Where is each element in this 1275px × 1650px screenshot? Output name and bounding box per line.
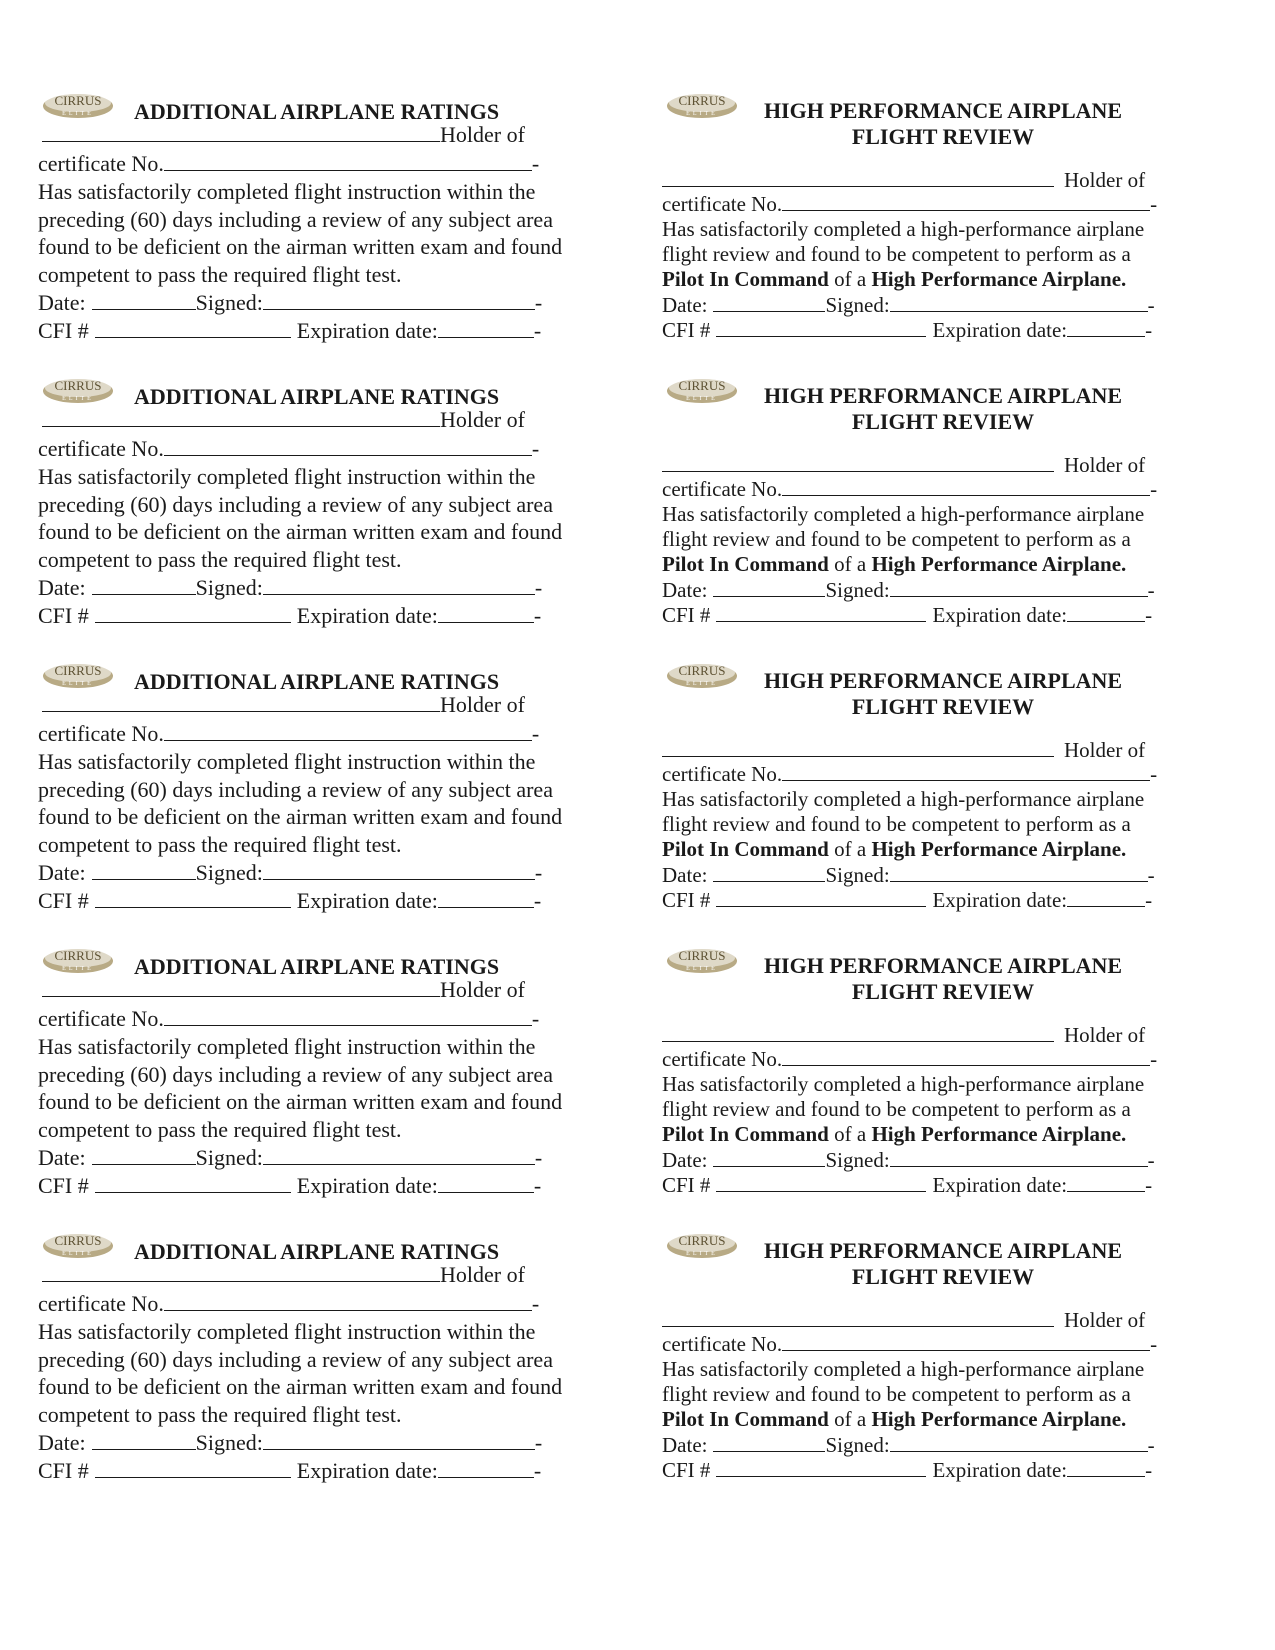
expiration-label: Expiration date: (296, 603, 438, 628)
cfi-row (662, 886, 1152, 913)
certificate-label: certificate No. (38, 721, 164, 746)
date-signed-row (662, 291, 1155, 318)
body-line-3 (662, 551, 1126, 577)
dash: - (533, 1458, 542, 1483)
hpa-bold: High Performance Airplane. (871, 837, 1127, 861)
cfi-row (662, 1456, 1152, 1483)
dash: - (1150, 762, 1158, 786)
dash: - (1145, 888, 1153, 912)
body-line-3 (662, 266, 1126, 292)
expiration-date-field[interactable] (1067, 316, 1145, 337)
expiration-label: Expiration date: (932, 1173, 1068, 1197)
cfi-row (662, 601, 1152, 628)
body-line-3: found to be deficient on the airman written exam and found (38, 519, 563, 544)
logo-text: CIRRUS (678, 378, 726, 393)
certificate-number-field[interactable] (164, 1005, 532, 1026)
dash: - (1145, 603, 1153, 627)
body-line-3: found to be deficient on the airman written exam and found (38, 234, 563, 259)
holder-name-field[interactable] (662, 451, 1054, 472)
certificate-row (38, 150, 539, 178)
dash: - (531, 1291, 540, 1316)
cfi-row (38, 602, 541, 630)
logo-subtext: ELITE (62, 966, 94, 972)
additional-ratings-card (38, 90, 578, 375)
holder-name-field[interactable] (42, 406, 440, 427)
cirrus-elite-logo (42, 90, 114, 122)
dash: - (1147, 293, 1155, 317)
date-label: Date: (662, 1433, 708, 1457)
holder-row (38, 976, 525, 1004)
body-line-4: competent to pass the required flight test. (38, 547, 402, 572)
cfi-number-field[interactable] (716, 1456, 926, 1477)
holder-of-label: Holder of (440, 122, 525, 147)
title-line-1: HIGH PERFORMANCE AIRPLANE (763, 1238, 1123, 1263)
logo-text: CIRRUS (678, 93, 726, 108)
date-signed-row (662, 1431, 1155, 1458)
left-column (38, 90, 578, 1515)
logo-subtext: ELITE (62, 396, 94, 402)
cirrus-elite-logo (42, 945, 114, 977)
signature-field[interactable] (263, 1144, 535, 1165)
body-line-2: flight review and found to be competent to perform as a (662, 527, 1131, 551)
dash: - (534, 860, 543, 885)
body-line-2: preceding (60) days including a review of any subject area (38, 492, 553, 517)
dash: - (1147, 1148, 1155, 1172)
cirrus-elite-logo (42, 660, 114, 692)
body-line-1: Has satisfactorily completed a high-performance airplane (662, 1072, 1145, 1096)
cfi-label: CFI # (662, 318, 711, 342)
pic-mid: of a (828, 552, 872, 576)
cfi-number-field[interactable] (95, 887, 291, 908)
holder-name-field[interactable] (42, 976, 440, 997)
dash: - (533, 888, 542, 913)
date-label: Date: (38, 290, 86, 315)
dash: - (531, 151, 540, 176)
high-performance-card (662, 1230, 1202, 1515)
expiration-date-field[interactable] (1067, 1171, 1145, 1192)
body-line-3: found to be deficient on the airman written exam and found (38, 1374, 563, 1399)
holder-row (38, 406, 525, 434)
holder-name-field[interactable] (662, 166, 1054, 187)
cfi-label: CFI # (38, 603, 89, 628)
cfi-label: CFI # (662, 1173, 711, 1197)
date-field[interactable] (713, 1431, 825, 1452)
expiration-date-field[interactable] (438, 1172, 534, 1193)
dash: - (1147, 1433, 1155, 1457)
additional-ratings-card (38, 945, 578, 1230)
title-line-2: FLIGHT REVIEW (851, 979, 1035, 1004)
high-performance-card (662, 375, 1202, 660)
dash: - (1147, 578, 1155, 602)
date-field[interactable] (713, 576, 825, 597)
card-title (728, 98, 1158, 150)
dash: - (534, 1145, 543, 1170)
holder-row (38, 121, 525, 149)
certificate-number-field[interactable] (164, 720, 532, 741)
certificate-row (662, 1045, 1157, 1072)
logo-subtext: ELITE (686, 681, 718, 687)
card-title (728, 953, 1158, 1005)
hpa-bold: High Performance Airplane. (871, 267, 1127, 291)
date-field[interactable] (92, 1144, 196, 1165)
cfi-label: CFI # (38, 1173, 89, 1198)
certificate-number-field[interactable] (782, 1045, 1150, 1066)
additional-ratings-card (38, 375, 578, 660)
signed-label: Signed: (825, 1433, 890, 1457)
cfi-row (38, 317, 541, 345)
card-title: ADDITIONAL AIRPLANE RATINGS (134, 954, 500, 979)
cfi-row (38, 1172, 541, 1200)
cfi-row (662, 316, 1152, 343)
cfi-label: CFI # (38, 1458, 89, 1483)
title-line-2: FLIGHT REVIEW (851, 409, 1035, 434)
date-field[interactable] (92, 1429, 196, 1450)
certificate-label: certificate No. (662, 1332, 783, 1356)
signature-field[interactable] (263, 859, 535, 880)
cfi-row (38, 1457, 541, 1485)
cfi-number-field[interactable] (95, 602, 291, 623)
dash: - (531, 1006, 540, 1031)
cfi-row (38, 887, 541, 915)
expiration-label: Expiration date: (932, 1458, 1068, 1482)
holder-name-field[interactable] (662, 736, 1054, 757)
certificate-number-field[interactable] (782, 1330, 1150, 1351)
certificate-number-field[interactable] (164, 1290, 532, 1311)
holder-of-label: Holder of (440, 692, 525, 717)
date-signed-row (662, 861, 1155, 888)
logo-subtext: ELITE (686, 111, 718, 117)
signed-label: Signed: (195, 1145, 263, 1170)
body-line-3: found to be deficient on the airman written exam and found (38, 1089, 563, 1114)
certificate-label: certificate No. (38, 1291, 164, 1316)
date-label: Date: (662, 863, 708, 887)
certificate-label: certificate No. (662, 1047, 783, 1071)
body-line-4: competent to pass the required flight test. (38, 832, 402, 857)
signed-label: Signed: (825, 578, 890, 602)
date-label: Date: (662, 293, 708, 317)
body-line-4: competent to pass the required flight test. (38, 1402, 402, 1427)
holder-name-field[interactable] (662, 1306, 1054, 1327)
dash: - (1145, 1458, 1153, 1482)
cfi-number-field[interactable] (95, 1457, 291, 1478)
body-line-4: competent to pass the required flight test. (38, 262, 402, 287)
body-line-2: flight review and found to be competent to perform as a (662, 242, 1131, 266)
date-label: Date: (38, 575, 86, 600)
expiration-date-field[interactable] (1067, 1456, 1145, 1477)
body-line-1: Has satisfactorily completed flight instruction within the (38, 749, 536, 774)
cfi-number-field[interactable] (95, 1172, 291, 1193)
body-line-2: flight review and found to be competent to perform as a (662, 812, 1131, 836)
body-line-2: preceding (60) days including a review of any subject area (38, 1347, 553, 1372)
right-column (662, 90, 1202, 1515)
certificate-number-field[interactable] (782, 190, 1150, 211)
logo-subtext: ELITE (62, 681, 94, 687)
title-line-1: HIGH PERFORMANCE AIRPLANE (763, 953, 1123, 978)
body-line-1: Has satisfactorily completed a high-performance airplane (662, 502, 1145, 526)
holder-row (662, 736, 1145, 763)
cfi-label: CFI # (662, 603, 711, 627)
pic-mid: of a (828, 837, 872, 861)
date-label: Date: (662, 1148, 708, 1172)
cfi-number-field[interactable] (716, 886, 926, 907)
logo-subtext: ELITE (686, 1251, 718, 1257)
dash: - (534, 575, 543, 600)
logo-subtext: ELITE (686, 966, 718, 972)
body-line-1: Has satisfactorily completed flight instruction within the (38, 179, 536, 204)
certificate-row (662, 475, 1157, 502)
body-line-1: Has satisfactorily completed a high-performance airplane (662, 1357, 1145, 1381)
body-line-2: preceding (60) days including a review of any subject area (38, 1062, 553, 1087)
additional-ratings-card (38, 660, 578, 945)
date-signed-row (38, 1429, 542, 1457)
cfi-row (662, 1171, 1152, 1198)
holder-row (38, 691, 525, 719)
date-label: Date: (38, 1145, 86, 1170)
title-line-2: FLIGHT REVIEW (851, 124, 1035, 149)
certificate-row (662, 1330, 1157, 1357)
date-signed-row (662, 576, 1155, 603)
certificate-number-field[interactable] (782, 760, 1150, 781)
logo-text: CIRRUS (54, 663, 102, 678)
holder-of-label: Holder of (1064, 1023, 1146, 1047)
certificate-row (38, 435, 539, 463)
body-line-3 (662, 1121, 1126, 1147)
title-line-2: FLIGHT REVIEW (851, 1264, 1035, 1289)
date-field[interactable] (713, 861, 825, 882)
high-performance-card (662, 90, 1202, 375)
certificate-number-field[interactable] (164, 150, 532, 171)
holder-row (662, 1021, 1145, 1048)
expiration-date-field[interactable] (1067, 601, 1145, 622)
body-line-3 (662, 836, 1126, 862)
hpa-bold: High Performance Airplane. (871, 1122, 1127, 1146)
body-line-2: preceding (60) days including a review of any subject area (38, 207, 553, 232)
holder-of-label: Holder of (1064, 738, 1146, 762)
date-signed-row (38, 859, 542, 887)
signature-field[interactable] (890, 1431, 1148, 1452)
dash: - (1150, 192, 1158, 216)
dash: - (1145, 1173, 1153, 1197)
body-line-3 (662, 1406, 1126, 1432)
holder-of-label: Holder of (440, 1262, 525, 1287)
certificate-row (38, 1005, 539, 1033)
signature-field[interactable] (263, 289, 535, 310)
certificate-label: certificate No. (662, 762, 783, 786)
body-line-2: preceding (60) days including a review of any subject area (38, 777, 553, 802)
card-title: ADDITIONAL AIRPLANE RATINGS (134, 1239, 500, 1264)
dash: - (1145, 318, 1153, 342)
holder-row (662, 451, 1145, 478)
hpa-bold: High Performance Airplane. (871, 552, 1127, 576)
cfi-label: CFI # (38, 318, 89, 343)
expiration-label: Expiration date: (296, 318, 438, 343)
date-field[interactable] (92, 859, 196, 880)
expiration-date-field[interactable] (1067, 886, 1145, 907)
title-line-1: HIGH PERFORMANCE AIRPLANE (763, 98, 1123, 123)
certificate-row (38, 720, 539, 748)
cirrus-elite-logo (42, 375, 114, 407)
dash: - (533, 603, 542, 628)
title-line-1: HIGH PERFORMANCE AIRPLANE (763, 668, 1123, 693)
signed-label: Signed: (195, 860, 263, 885)
holder-row (662, 166, 1145, 193)
signed-label: Signed: (825, 1148, 890, 1172)
holder-row (662, 1306, 1145, 1333)
logo-text: CIRRUS (678, 948, 726, 963)
holder-name-field[interactable] (662, 1021, 1054, 1042)
expiration-label: Expiration date: (296, 888, 438, 913)
date-signed-row (662, 1146, 1155, 1173)
holder-of-label: Holder of (440, 407, 525, 432)
signed-label: Signed: (195, 1430, 263, 1455)
dash: - (1150, 1332, 1158, 1356)
body-line-2: flight review and found to be competent to perform as a (662, 1382, 1131, 1406)
certificate-label: certificate No. (662, 192, 783, 216)
expiration-label: Expiration date: (932, 318, 1068, 342)
title-line-1: HIGH PERFORMANCE AIRPLANE (763, 383, 1123, 408)
date-field[interactable] (92, 574, 196, 595)
logo-subtext: ELITE (686, 396, 718, 402)
signed-label: Signed: (825, 293, 890, 317)
body-line-1: Has satisfactorily completed flight instruction within the (38, 464, 536, 489)
logo-text: CIRRUS (678, 1233, 726, 1248)
certificate-label: certificate No. (38, 436, 164, 461)
date-field[interactable] (713, 1146, 825, 1167)
logo-text: CIRRUS (54, 1233, 102, 1248)
body-line-4: competent to pass the required flight test. (38, 1117, 402, 1142)
date-field[interactable] (713, 291, 825, 312)
expiration-date-field[interactable] (438, 602, 534, 623)
logo-text: CIRRUS (678, 663, 726, 678)
pic-bold: Pilot In Command (662, 552, 829, 576)
signed-label: Signed: (825, 863, 890, 887)
date-signed-row (38, 289, 542, 317)
pic-mid: of a (828, 1122, 872, 1146)
signature-field[interactable] (263, 1429, 535, 1450)
date-signed-row (38, 574, 542, 602)
card-title (728, 1238, 1158, 1290)
body-line-1: Has satisfactorily completed flight instruction within the (38, 1034, 536, 1059)
cfi-number-field[interactable] (95, 317, 291, 338)
date-label: Date: (662, 578, 708, 602)
date-field[interactable] (92, 289, 196, 310)
holder-of-label: Holder of (440, 977, 525, 1002)
body-line-2: flight review and found to be competent to perform as a (662, 1097, 1131, 1121)
cfi-number-field[interactable] (716, 316, 926, 337)
certificate-number-field[interactable] (782, 475, 1150, 496)
body-line-3: found to be deficient on the airman written exam and found (38, 804, 563, 829)
dash: - (531, 721, 540, 746)
logo-subtext: ELITE (62, 111, 94, 117)
holder-row (38, 1261, 525, 1289)
logo-text: CIRRUS (54, 378, 102, 393)
expiration-label: Expiration date: (932, 603, 1068, 627)
expiration-label: Expiration date: (296, 1458, 438, 1483)
signature-field[interactable] (890, 1146, 1148, 1167)
pic-bold: Pilot In Command (662, 267, 829, 291)
date-signed-row (38, 1144, 542, 1172)
expiration-label: Expiration date: (296, 1173, 438, 1198)
cfi-label: CFI # (38, 888, 89, 913)
dash: - (533, 1173, 542, 1198)
holder-name-field[interactable] (42, 691, 440, 712)
signature-field[interactable] (890, 576, 1148, 597)
signature-field[interactable] (890, 861, 1148, 882)
holder-name-field[interactable] (42, 1261, 440, 1282)
cfi-label: CFI # (662, 888, 711, 912)
logo-text: CIRRUS (54, 93, 102, 108)
signature-field[interactable] (890, 291, 1148, 312)
hpa-bold: High Performance Airplane. (871, 1407, 1127, 1431)
expiration-date-field[interactable] (438, 887, 534, 908)
dash: - (533, 318, 542, 343)
card-title: ADDITIONAL AIRPLANE RATINGS (134, 669, 500, 694)
title-line-2: FLIGHT REVIEW (851, 694, 1035, 719)
body-line-1: Has satisfactorily completed a high-performance airplane (662, 787, 1145, 811)
high-performance-card (662, 660, 1202, 945)
expiration-date-field[interactable] (438, 317, 534, 338)
dash: - (1150, 477, 1158, 501)
certificate-number-field[interactable] (164, 435, 532, 456)
high-performance-card (662, 945, 1202, 1230)
cfi-number-field[interactable] (716, 601, 926, 622)
signature-field[interactable] (263, 574, 535, 595)
card-title (728, 668, 1158, 720)
pic-bold: Pilot In Command (662, 1122, 829, 1146)
expiration-date-field[interactable] (438, 1457, 534, 1478)
date-label: Date: (38, 1430, 86, 1455)
signed-label: Signed: (195, 290, 263, 315)
pic-bold: Pilot In Command (662, 837, 829, 861)
pic-bold: Pilot In Command (662, 1407, 829, 1431)
dash: - (534, 290, 543, 315)
body-line-1: Has satisfactorily completed flight instruction within the (38, 1319, 536, 1344)
card-title: ADDITIONAL AIRPLANE RATINGS (134, 99, 500, 124)
cirrus-elite-logo (42, 1230, 114, 1262)
certificate-label: certificate No. (662, 477, 783, 501)
pic-mid: of a (828, 1407, 872, 1431)
holder-of-label: Holder of (1064, 453, 1146, 477)
pic-mid: of a (828, 267, 872, 291)
certificate-label: certificate No. (38, 151, 164, 176)
certificate-row (662, 760, 1157, 787)
holder-name-field[interactable] (42, 121, 440, 142)
cfi-number-field[interactable] (716, 1171, 926, 1192)
card-title (728, 383, 1158, 435)
logo-text: CIRRUS (54, 948, 102, 963)
cfi-label: CFI # (662, 1458, 711, 1482)
logo-subtext: ELITE (62, 1251, 94, 1257)
dash: - (1147, 863, 1155, 887)
dash: - (531, 436, 540, 461)
certificate-row (38, 1290, 539, 1318)
dash: - (1150, 1047, 1158, 1071)
signed-label: Signed: (195, 575, 263, 600)
expiration-label: Expiration date: (932, 888, 1068, 912)
body-line-1: Has satisfactorily completed a high-performance airplane (662, 217, 1145, 241)
dash: - (534, 1430, 543, 1455)
certificate-row (662, 190, 1157, 217)
card-title: ADDITIONAL AIRPLANE RATINGS (134, 384, 500, 409)
holder-of-label: Holder of (1064, 168, 1146, 192)
certificate-label: certificate No. (38, 1006, 164, 1031)
holder-of-label: Holder of (1064, 1308, 1146, 1332)
additional-ratings-card (38, 1230, 578, 1515)
date-label: Date: (38, 860, 86, 885)
